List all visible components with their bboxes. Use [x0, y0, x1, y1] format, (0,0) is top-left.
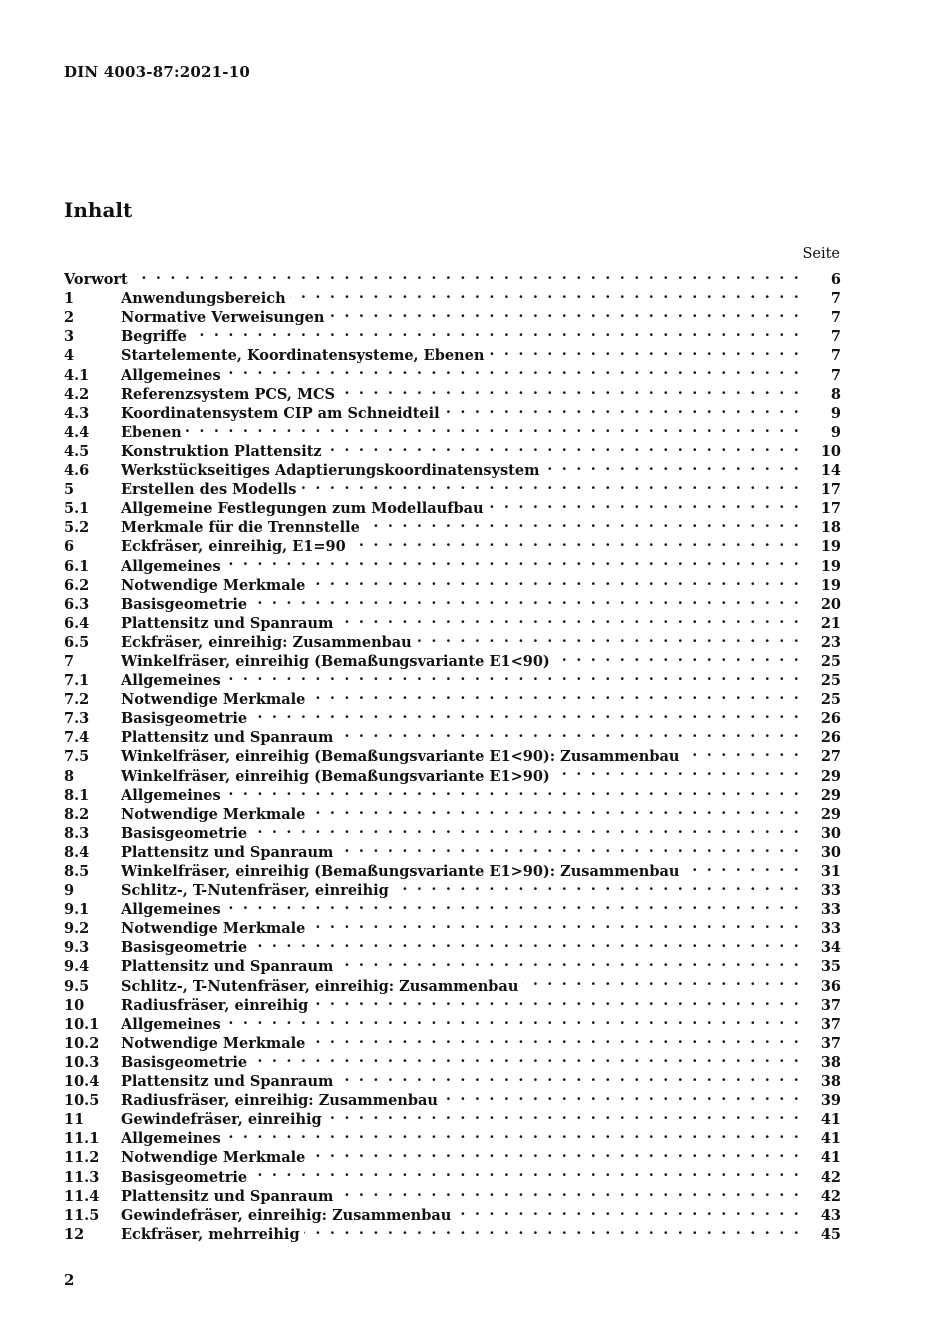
- toc-entry-page: 27: [820, 748, 841, 766]
- toc-leader-dots: [300, 475, 801, 494]
- toc-entry-number: 5.2: [64, 519, 90, 537]
- toc-entry-page: 30: [820, 824, 841, 842]
- toc-entry-number: 7.2: [64, 691, 90, 709]
- toc-entry-title: Begriffe: [121, 328, 187, 346]
- toc-entry-number: 11.4: [64, 1187, 100, 1205]
- toc-entry-page: 38: [820, 1073, 841, 1091]
- toc-leader-dots: [326, 1105, 801, 1124]
- toc-entry-title: Plattensitz und Spanraum: [121, 614, 334, 632]
- toc-entry-title: Basisgeometrie: [121, 595, 248, 613]
- toc-entry-title: Basisgeometrie: [121, 1053, 248, 1071]
- toc-entry-page: 45: [820, 1225, 841, 1243]
- toc-entry-title: Eckfräser, mehrreihig: [121, 1225, 300, 1243]
- toc-leader-dots: [132, 265, 801, 284]
- toc-entry-number: 4.6: [64, 462, 90, 480]
- toc-leader-dots: [543, 456, 801, 475]
- toc-entry-number: 7.1: [64, 672, 90, 690]
- toc-entry-title: Schlitz-, T-Nutenfräser, einreihig: Zusammenbau: [121, 977, 519, 995]
- toc-entry-title: Allgemeines: [121, 1130, 221, 1148]
- toc-entry-title: Vorwort: [64, 271, 128, 289]
- toc-entry-title: Anwendungsbereich: [121, 290, 286, 308]
- toc-entry-title: Gewindefräser, einreihig: [121, 1111, 322, 1129]
- toc-entry-number: 10.3: [64, 1053, 100, 1071]
- toc-entry-number: 11.3: [64, 1168, 100, 1186]
- toc-leader-dots: [488, 341, 801, 360]
- toc-entry-number: 9.2: [64, 920, 90, 938]
- toc-entry-title: Winkelfräser, einreihig (Bemaßungsvariante E1>90): [121, 767, 550, 785]
- toc-entry-title: Eckfräser, einreihig: Zusammenbau: [121, 633, 412, 651]
- toc-entry-title: Plattensitz und Spanraum: [121, 843, 334, 861]
- toc-entry-page: 25: [820, 652, 841, 670]
- toc-leader-dots: [337, 723, 801, 742]
- toc-entry-title: Basisgeometrie: [121, 939, 248, 957]
- toc-entry-page: 42: [820, 1187, 841, 1205]
- page-title: Inhalt: [64, 198, 133, 222]
- toc-entry-number: 8.1: [64, 786, 90, 804]
- toc-entry-title: Allgemeines: [121, 901, 221, 919]
- toc-leader-dots: [328, 303, 801, 322]
- toc-leader-dots: [225, 666, 801, 685]
- toc-entry-title: Notwendige Merkmale: [121, 1149, 306, 1167]
- toc-entry-page: 42: [820, 1168, 841, 1186]
- toc-entry-number: 4.5: [64, 442, 90, 460]
- toc-entry-title: Merkmale für die Trennstelle: [121, 519, 360, 537]
- toc-entry-page: 35: [820, 958, 841, 976]
- toc-entry-page: 37: [820, 996, 841, 1014]
- toc-entry-page: 20: [820, 595, 841, 613]
- toc-entry-page: 37: [820, 1015, 841, 1033]
- toc-entry-page: 25: [820, 672, 841, 690]
- toc-entry-number: 10.4: [64, 1073, 100, 1091]
- toc-entry-title: Ebenen: [121, 423, 182, 441]
- toc-leader-dots: [251, 933, 801, 952]
- toc-entry-title: Winkelfräser, einreihig (Bemaßungsvariante E1<90): Zusammenbau: [121, 748, 680, 766]
- toc-entry-title: Koordinatensystem CIP am Schneidteil: [121, 404, 440, 422]
- toc-entry-title: Notwendige Merkmale: [121, 1034, 306, 1052]
- toc-entry-number: 10.2: [64, 1034, 100, 1052]
- toc-entry[interactable]: [64, 265, 841, 289]
- toc-entry-page: 26: [820, 710, 841, 728]
- toc-entry-page: 8: [830, 385, 841, 403]
- toc-entry-number: 4.1: [64, 366, 90, 384]
- toc-entry-number: 11.2: [64, 1149, 100, 1167]
- toc-entry-page: 41: [820, 1111, 841, 1129]
- toc-entry-page: 6: [830, 271, 841, 289]
- toc-entry-page: 41: [820, 1130, 841, 1148]
- toc-entry-page: 18: [820, 519, 841, 537]
- toc-entry-number: 8.3: [64, 824, 90, 842]
- toc-entry-number: 9.5: [64, 977, 90, 995]
- toc-entry-number: 8.4: [64, 843, 90, 861]
- toc-leader-dots: [444, 399, 801, 418]
- toc-entry-number: 8.5: [64, 863, 90, 880]
- toc-entry-page: 19: [820, 538, 841, 556]
- toc-leader-dots: [225, 360, 801, 379]
- toc-entry-number: 7.5: [64, 748, 90, 766]
- toc-entry-page: 10: [820, 442, 841, 460]
- toc-entry-title: Konstruktion Plattensitz: [121, 442, 322, 460]
- toc-entry-page: 17: [820, 481, 841, 499]
- toc-entry-title: Basisgeometrie: [121, 710, 248, 728]
- toc-leader-dots: [186, 418, 801, 437]
- toc-entry-page: 34: [820, 939, 841, 957]
- toc-entry-title: Winkelfräser, einreihig (Bemaßungsvariante E1<90): [121, 652, 550, 670]
- toc-entry-number: 3: [64, 328, 75, 346]
- toc-entry-title: Winkelfräser, einreihig (Bemaßungsvariante E1>90): Zusammenbau: [121, 863, 680, 880]
- toc-leader-dots: [455, 1201, 801, 1220]
- toc-entry-page: 37: [820, 1034, 841, 1052]
- toc-entry-page: 7: [830, 309, 841, 327]
- toc-leader-dots: [309, 1143, 801, 1162]
- toc-entry-number: 7.4: [64, 729, 90, 747]
- toc-entry-title: Plattensitz und Spanraum: [121, 958, 334, 976]
- toc-entry-page: 7: [830, 290, 841, 308]
- toc-entry-number: 9.4: [64, 958, 90, 976]
- toc-entry-page: 9: [830, 423, 841, 441]
- toc-leader-dots: [326, 437, 801, 456]
- toc-entry-title: Allgemeines: [121, 672, 221, 690]
- toc-leader-dots: [337, 1182, 801, 1201]
- toc-leader-dots: [683, 857, 801, 876]
- toc-entry-title: Basisgeometrie: [121, 824, 248, 842]
- toc-entry-title: Werkstückseitiges Adaptierungskoordinatensystem: [121, 462, 540, 480]
- toc-entry-title: Erstellen des Modells: [121, 481, 297, 499]
- toc-entry[interactable]: [64, 284, 841, 308]
- toc-entry-number: 11.5: [64, 1206, 100, 1224]
- toc-entry-number: 10.5: [64, 1092, 100, 1110]
- toc-leader-dots: [337, 838, 801, 857]
- toc-entry-number: 7: [64, 652, 75, 670]
- toc-entry-title: Startelemente, Koordinatensysteme, Ebenen: [121, 347, 485, 365]
- toc-entry-page: 19: [820, 576, 841, 594]
- toc-leader-dots: [339, 380, 801, 399]
- toc-entry-page: 29: [820, 767, 841, 785]
- toc-entry-number: 4.4: [64, 423, 90, 441]
- toc-entry-page: 33: [820, 920, 841, 938]
- toc-entry-number: 9: [64, 882, 75, 900]
- toc-leader-dots: [337, 1067, 801, 1086]
- toc-entry-number: 8.2: [64, 805, 90, 823]
- toc-leader-dots: [309, 800, 801, 819]
- toc-leader-dots: [337, 609, 801, 628]
- toc-entry-page: 30: [820, 843, 841, 861]
- toc-entry-page: 7: [830, 366, 841, 384]
- toc-leader-dots: [683, 742, 801, 761]
- toc-entry-title: Plattensitz und Spanraum: [121, 1073, 334, 1091]
- toc-entry-page: 41: [820, 1149, 841, 1167]
- toc-leader-dots: [554, 647, 801, 666]
- toc-entry-title: Notwendige Merkmale: [121, 576, 306, 594]
- toc-leader-dots: [554, 761, 801, 780]
- toc-leader-dots: [393, 876, 801, 895]
- toc-entry-title: Radiusfräser, einreihig: Zusammenbau: [121, 1092, 438, 1110]
- toc-entry-number: 4: [64, 347, 75, 365]
- toc-leader-dots: [251, 590, 801, 609]
- toc-entry-page: 31: [820, 863, 841, 880]
- toc-leader-dots: [290, 284, 801, 303]
- toc-leader-dots: [225, 1124, 801, 1143]
- toc-entry-number: 10: [64, 996, 85, 1014]
- toc-entry-number: 6.2: [64, 576, 90, 594]
- toc-entry-number: 7.3: [64, 710, 90, 728]
- toc-leader-dots: [251, 704, 801, 723]
- toc-leader-dots: [304, 1220, 801, 1239]
- page-number: 2: [64, 1271, 75, 1289]
- toc-entry-number: 6.3: [64, 595, 90, 613]
- toc-entry-title: Eckfräser, einreihig, E1=90: [121, 538, 346, 556]
- page-column-label: Seite: [802, 246, 840, 262]
- toc-entry-page: 33: [820, 882, 841, 900]
- toc-entry-title: Schlitz-, T-Nutenfräser, einreihig: [121, 882, 389, 900]
- toc-entry-title: Gewindefräser, einreihig: Zusammenbau: [121, 1206, 452, 1224]
- toc-entry-number: 6: [64, 538, 75, 556]
- toc-entry-number: 8: [64, 767, 75, 785]
- toc-entry-title: Referenzsystem PCS, MCS: [121, 385, 336, 403]
- toc-leader-dots: [251, 1048, 801, 1067]
- toc-entry-page: 14: [820, 462, 841, 480]
- toc-leader-dots: [364, 513, 801, 532]
- toc-entry-title: Allgemeines: [121, 786, 221, 804]
- toc-entry-title: Plattensitz und Spanraum: [121, 1187, 334, 1205]
- toc-entry-page: 25: [820, 691, 841, 709]
- toc-leader-dots: [225, 1010, 801, 1029]
- toc-leader-dots: [309, 1029, 801, 1048]
- toc-entry-title: Notwendige Merkmale: [121, 691, 306, 709]
- toc-leader-dots: [309, 685, 801, 704]
- toc-entry-number: 6.1: [64, 557, 90, 575]
- toc-entry-number: 10.1: [64, 1015, 100, 1033]
- toc-entry-title: Allgemeines: [121, 366, 221, 384]
- toc-entry-page: 33: [820, 901, 841, 919]
- toc-entry-number: 9.3: [64, 939, 90, 957]
- toc-entry-page: 23: [820, 633, 841, 651]
- toc-leader-dots: [309, 571, 801, 590]
- toc-leader-dots: [251, 1162, 801, 1181]
- toc-entry-page: 26: [820, 729, 841, 747]
- toc-entry-number: 11: [64, 1111, 85, 1129]
- toc-leader-dots: [251, 819, 801, 838]
- toc-entry-title: Allgemeines: [121, 1015, 221, 1033]
- toc-entry-number: 6.5: [64, 633, 90, 651]
- toc-entry-number: 11.1: [64, 1130, 100, 1148]
- toc-leader-dots: [350, 532, 801, 551]
- toc-leader-dots: [309, 914, 801, 933]
- toc-entry-page: 21: [820, 614, 841, 632]
- toc-leader-dots: [191, 322, 801, 341]
- toc-entry-number: 4.3: [64, 404, 90, 422]
- toc-entry-page: 36: [820, 977, 841, 995]
- toc-entry-number: 1: [64, 290, 75, 308]
- toc-entry-page: 19: [820, 557, 841, 575]
- toc-leader-dots: [522, 971, 801, 990]
- toc-entry-page: 29: [820, 805, 841, 823]
- toc-entry-number: 5: [64, 481, 75, 499]
- toc-entry-number: 4.2: [64, 385, 90, 403]
- toc-entry-title: Allgemeine Festlegungen zum Modellaufbau: [121, 500, 484, 518]
- toc-entry-number: 9.1: [64, 901, 90, 919]
- toc-leader-dots: [225, 551, 801, 570]
- toc-entry-number: 6.4: [64, 614, 90, 632]
- toc-entry-title: Notwendige Merkmale: [121, 920, 306, 938]
- toc-entry-page: 7: [830, 328, 841, 346]
- toc-entry-number: 12: [64, 1225, 85, 1243]
- toc-entry-page: 7: [830, 347, 841, 365]
- toc-entry-number: 2: [64, 309, 75, 327]
- toc-leader-dots: [225, 781, 801, 800]
- toc-entry-page: 17: [820, 500, 841, 518]
- toc-entry-page: 38: [820, 1053, 841, 1071]
- toc-entry-title: Normative Verweisungen: [121, 309, 325, 327]
- toc-leader-dots: [416, 628, 801, 647]
- toc-entry-title: Allgemeines: [121, 557, 221, 575]
- toc-leader-dots: [225, 895, 801, 914]
- toc-leader-dots: [488, 494, 801, 513]
- toc-entry-page: 9: [830, 404, 841, 422]
- table-of-contents: [64, 265, 841, 1243]
- toc-entry-title: Basisgeometrie: [121, 1168, 248, 1186]
- toc-entry-number: 5.1: [64, 500, 90, 518]
- toc-entry-title: Plattensitz und Spanraum: [121, 729, 334, 747]
- toc-leader-dots: [442, 1086, 801, 1105]
- toc-entry-page: 43: [820, 1206, 841, 1224]
- toc-entry-page: 39: [820, 1092, 841, 1110]
- toc-entry-title: Notwendige Merkmale: [121, 805, 306, 823]
- document-id: DIN 4003-87:2021-10: [64, 63, 250, 81]
- toc-entry-title: Radiusfräser, einreihig: [121, 996, 309, 1014]
- toc-entry-page: 29: [820, 786, 841, 804]
- toc-leader-dots: [337, 952, 801, 971]
- toc-leader-dots: [312, 991, 801, 1010]
